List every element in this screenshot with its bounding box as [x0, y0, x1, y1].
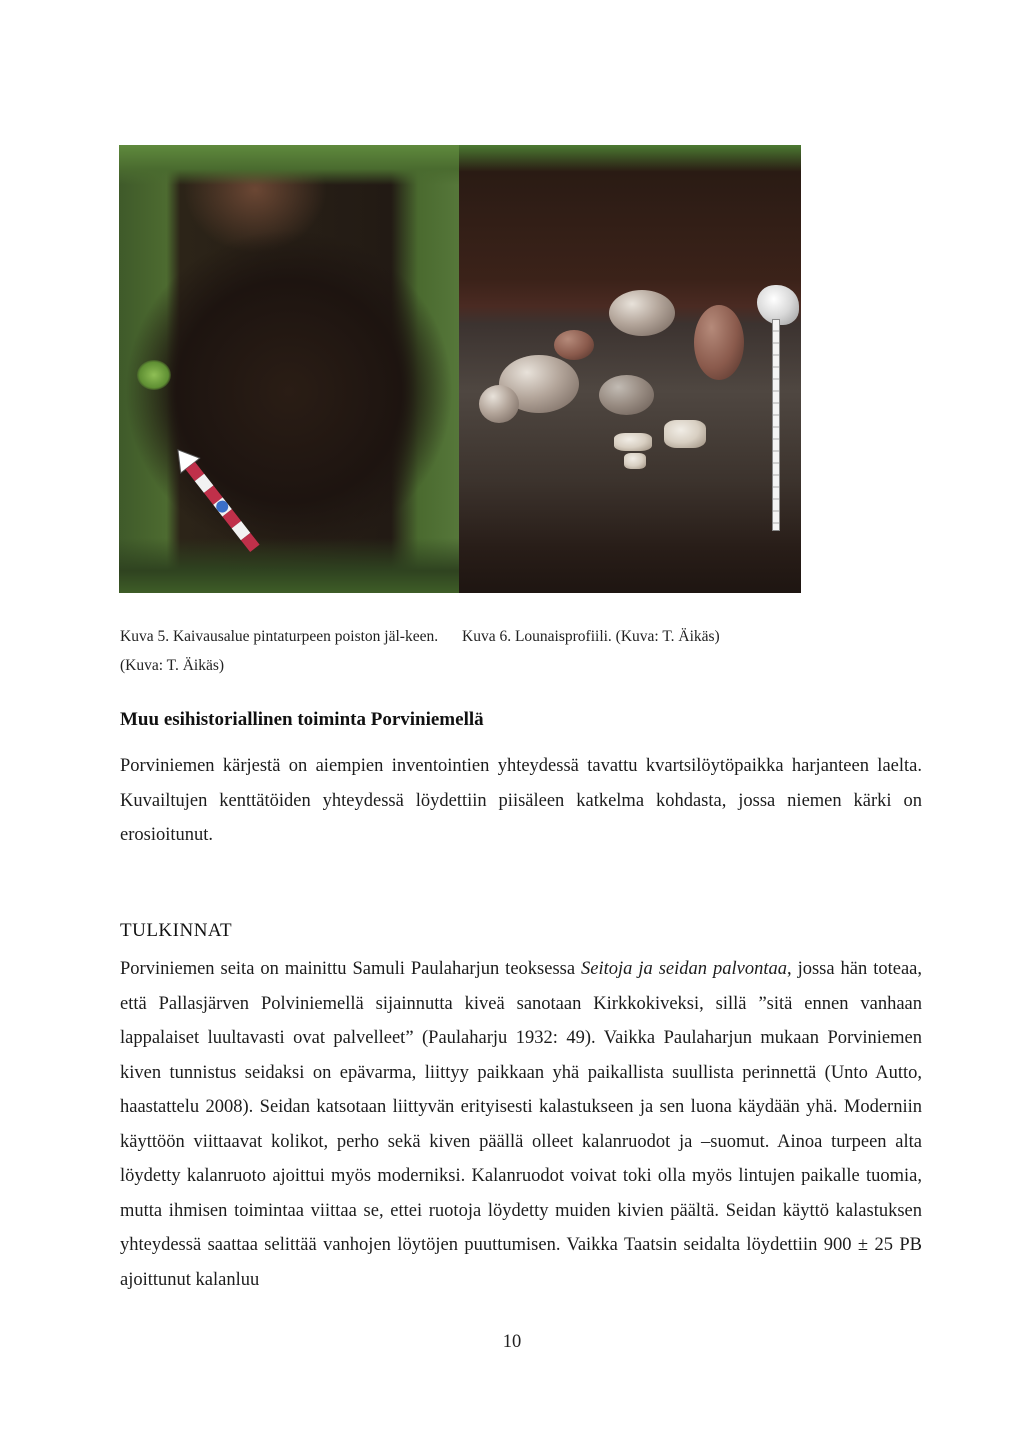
stone [694, 305, 744, 380]
leaf-detail [137, 360, 171, 390]
paragraph: Porviniemen kärjestä on aiempien inventointien yhteydessä tavattu kvartsilöytöpaikka harjanteen laelta. Kuvailtujen kenttätöiden yhteydessä löydettiin piisäleen katkelma kohdasta, jossa niemen kärki on erosioitunut. [120, 756, 922, 845]
paragraph-text: Porviniemen seita on mainittu Samuli Paulaharjun teoksessa [120, 959, 582, 979]
page-number: 10 [502, 1332, 522, 1352]
stone [664, 420, 706, 448]
stone [599, 375, 654, 415]
stone [609, 290, 675, 336]
grass-edge-top [119, 145, 459, 185]
section-heading: Muu esihistoriallinen toiminta Porviniemellä [120, 709, 484, 730]
photo-caption-left: Kuva 5. Kaivausalue pintaturpeen poiston jäl-keen. (Kuva: T. Äikäs) [120, 628, 439, 674]
profile-photo [459, 145, 801, 593]
measuring-rod-head [757, 285, 799, 325]
measuring-rod [773, 320, 779, 530]
section-heading-tulkinnat: TULKINNAT [120, 920, 233, 941]
book-title: Seitoja ja seidan palvontaa [581, 959, 787, 979]
stone [554, 330, 594, 360]
excavation-photo [119, 145, 459, 593]
stone [614, 433, 652, 451]
stone [624, 453, 646, 469]
grass-edge-bottom [119, 538, 459, 593]
paragraph-text: , jossa hän toteaa, että Pallasjärven Polviniemellä sijainnutta kiveä sanotaan Kirkkokiveksi, sillä ”sitä ennen vanhaan lappalaiset luultavasti ovat palvelleet” (Paulaharju 1932: 49). Vaikka Paulaharjun mukaan Porviniemen kiven tunnistus seidaksi on epävarma, liittyy paikkaan yhä paikallista suullista perinnettä (Unto Autto, haastattelu 2008). Seidan katsotaan liittyvän erityisesti kalastukseen ja sen luona käydään yhä. Moderniin käyttöön viittaavat kolikot, perho sekä kiven päällä olleet kalanruodot ja –suomut. Ainoa turpeen alta löydetty kalanruoto ajoittui myös moderniksi. Kalanruodot voivat toki olla myös lintujen paikalle tuomia, mutta ihmisen toimintaa viittaa se, ettei ruotoja löydetty muiden kivien päältä. Seidan käyttö kalastuksen yhteydessä saattaa selittää vanhojen löytöjen puuttumisen. Vaikka Taatsin seidalta löydettiin 900 ± 25 PB ajoittunut kalanluu [120, 959, 923, 1290]
scale-arrow-icon [171, 435, 271, 575]
photo-caption-right: Kuva 6. Lounaisprofiili. (Kuva: T. Äikäs) [462, 628, 720, 645]
paragraph [120, 952, 922, 1297]
stone [479, 385, 519, 423]
